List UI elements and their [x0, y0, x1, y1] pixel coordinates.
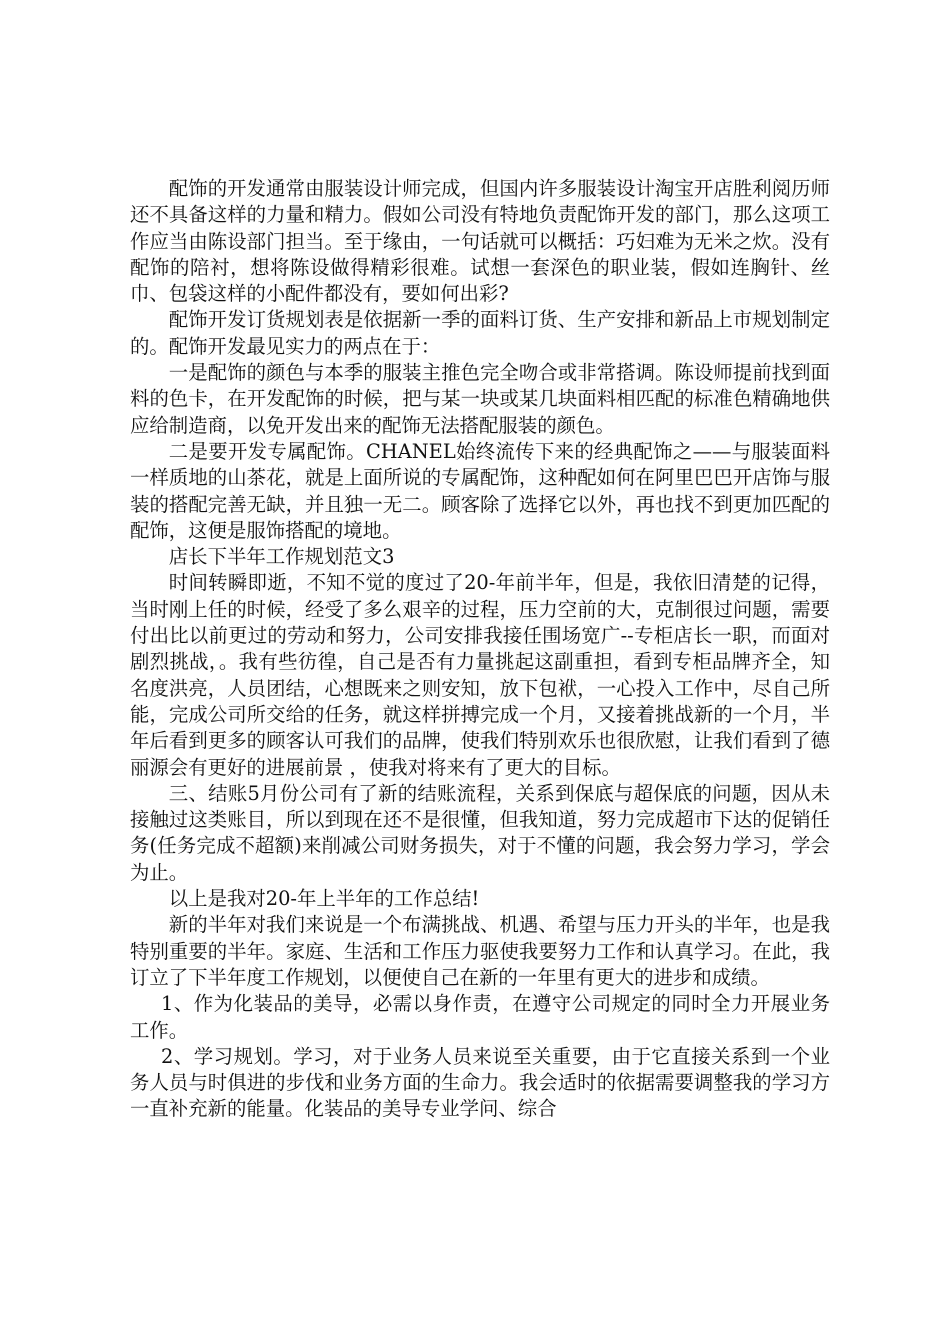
paragraph-point-two-exclusive: 二是要开发专属配饰。CHANEL始终流传下来的经典配饰之——与服装面料一样质地的山茶花，就是上面所说的专属配饰，这种配如何在阿里巴巴开店饰与服装的搭配完善无缺，并且独一无二。顾客除了选择它以外，再也找不到更加匹配的配饰，这便是服饰搭配的境地。: [130, 439, 830, 542]
paragraph-point-one-color: 一是配饰的颜色与本季的服装主推色完全吻合或非常搭调。陈设师提前找到面料的色卡，在开发配饰的时候，把与某一块或某几块面料相匹配的标准色精确地供应给制造商，以免开发出来的配饰无法搭配服装的颜色。: [130, 361, 830, 437]
document-body: [130, 176, 830, 1123]
plan-item-1: 1、作为化装品的美导，必需以身作责，在遵守公司规定的同时全力开展业务工作。: [130, 992, 830, 1042]
paragraph-settlement: 三、结账5月份公司有了新的结账流程，关系到保底与超保底的问题，因从未接触过这类账目，所以到现在还不是很懂，但我知道，努力完成超市下达的促销任务(任务完成不超额)来削减公司财务损失，对于不懂的问题，我会努力学习，学会为止。: [130, 781, 830, 884]
paragraph-accessory-development: 配饰的开发通常由服装设计师完成，但国内许多服装设计淘宝开店胜利阅历师还不具备这样的力量和精力。假如公司没有特地负责配饰开发的部门，那么这项工作应当由陈设部门担当。至于缘由，一句话就可以概括：巧妇难为无米之炊。没有配饰的陪衬，想将陈设做得精彩很难。试想一套深色的职业装，假如连胸针、丝巾、包袋这样的小配件都没有，要如何出彩?: [130, 177, 830, 306]
paragraph-new-half-year: 新的半年对我们来说是一个布满挑战、机遇、希望与压力开头的半年，也是我特别重要的半年。家庭、生活和工作压力驱使我要努力工作和认真学习。在此，我订立了下半年度工作规划，以便使自己在新的一年里有更大的进步和成绩。: [130, 913, 830, 989]
paragraph-summary-closing: 以上是我对20-年上半年的工作总结!: [168, 887, 480, 911]
paragraph-order-plan: 配饰开发订货规划表是依据新一季的面料订货、生产安排和新品上市规划制定的。配饰开发最见实力的两点在于：: [130, 308, 830, 358]
plan-item-2: 2、学习规划。学习，对于业务人员来说至关重要，由于它直接关系到一个业务人员与时俱进的步伐和业务方面的生命力。我会适时的依据需要调整我的学习方一直补充新的能量。化装品的美导专业学问、综合: [130, 1044, 830, 1121]
section-heading: 店长下半年工作规划范文3: [168, 545, 395, 569]
paragraph-first-half-review: 时间转瞬即逝，不知不觉的度过了20-年前半年，但是，我依旧清楚的记得，当时刚上任的时候，经受了多么艰辛的过程，压力空前的大，克制很过问题，需要付出比以前更过的劳动和努力，公司安排我接任围场宽广--专柜店长一职，而面对剧烈挑战，。我有些彷徨，自己是否有力量挑起这副重担，看到专柜品牌齐全，知名度洪亮，人员团结，心想既来之则安知，放下包袱，一心投入工作中，尽自己所能，完成公司所交给的任务，就这样拼搏完成一个月，又接着挑战新的一个月，半年后看到更多的顾客认可我们的品牌，使我们特别欢乐也很欣慰，让我们看到了德丽源会有更好的进展前景 ，使我对将来有了更大的目标。: [130, 571, 830, 779]
